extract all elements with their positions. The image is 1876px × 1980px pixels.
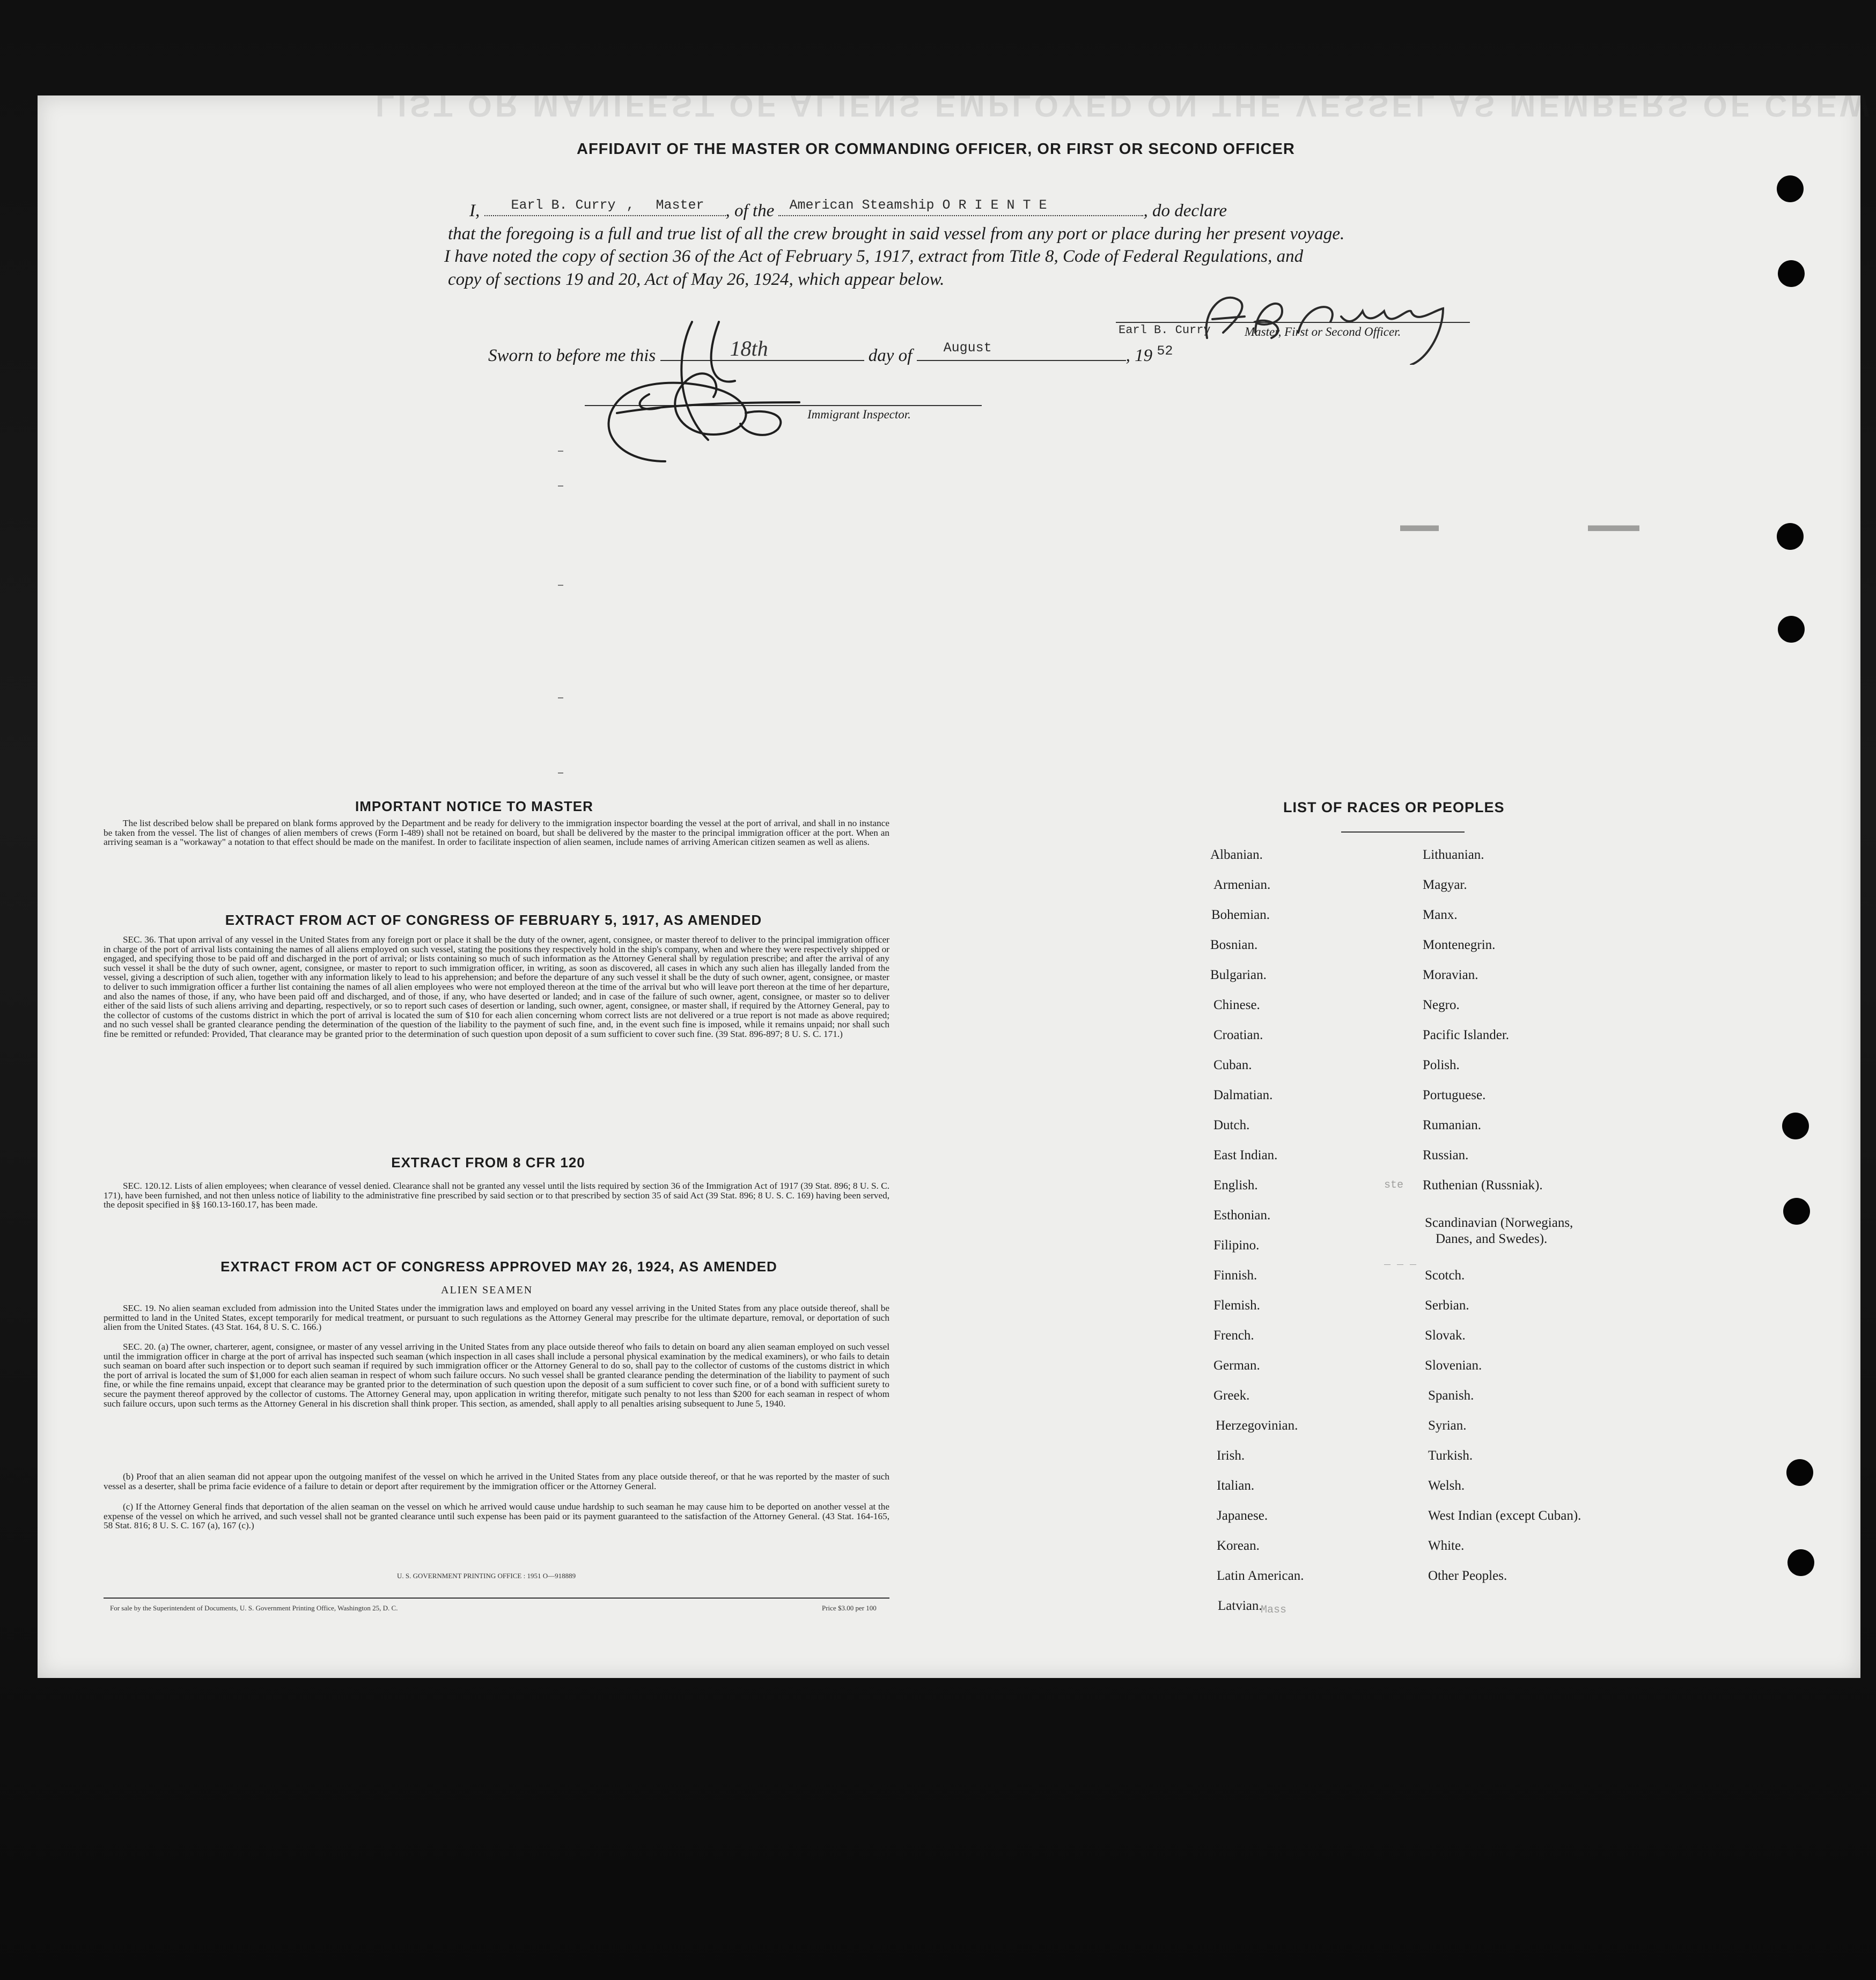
day-of-label: day of bbox=[868, 346, 913, 365]
inspector-signature bbox=[585, 300, 810, 472]
sworn-label: Sworn to before me this bbox=[488, 346, 656, 365]
sworn-day: 18th bbox=[730, 336, 768, 360]
extract-1924-title: EXTRACT FROM ACT OF CONGRESS APPROVED MAY 26, 1924, AS AMENDED bbox=[220, 1258, 777, 1275]
race-item: White. bbox=[1428, 1539, 1465, 1553]
race-item: German. bbox=[1213, 1358, 1260, 1373]
race-item: Cuban. bbox=[1213, 1058, 1252, 1072]
race-item: Flemish. bbox=[1213, 1298, 1260, 1313]
race-item: English. bbox=[1213, 1178, 1258, 1193]
race-item: Albanian. bbox=[1210, 848, 1263, 862]
sec20a-text: SEC. 20. (a) The owner, charterer, agent, consignee, or master of any vessel arriving in the United States from any place outside thereof who fails to detain on board any alien seaman employed on such vessel until the immigration officer in charge at the port of arrival has inspected such seaman (which inspection in all cases shall include a personal physical examination by the medical examiners), or who fails to detain such seaman on board after such inspection or to deport such seaman if required by such immigration officer or the Attorney General to do so, shall pay to the collector of customs of the customs district in which the port of arrival is located the sum of $1,000 for each alien seaman in respect of whom such failure occurs. No such vessel shall be granted clearance pending the determination of the liability to payment of such fine, or while the fine remains unpaid, except that clearance may be granted prior to the determination of such question upon the deposit of a sum sufficient to cover such fine, or of a bond with sufficient surety to secure the payment thereof approved by the collector of customs. The Attorney General may, upon application in writing therefor, mitigate such penalty to not less than $200 for each seaman in respect of whom such failure occurs, upon such terms as the Attorney General in his discretion shall think proper. This section, as amended, shall apply to all penalties arising subsequent to June 5, 1940. bbox=[104, 1342, 889, 1409]
notice-text: The list described below shall be prepared on blank forms approved by the Department and be ready for delivery to the immigration inspector boarding the vessel at the port of arrival, and shall in no instance be taken from the vessel. The list of changes of alien members of crews (Form I-489) shall not be retained on board, but shall be delivered by the master to the principal immigration officer at the port. When an arriving seaman is a "workaway" a notation to that effect should be made on the manifest. In order to facilitate inspection of alien seamen, include names of arriving American citizen seamen as well as aliens. bbox=[104, 818, 889, 848]
do-declare-label: , do declare bbox=[1143, 201, 1227, 220]
race-item: Russian. bbox=[1423, 1148, 1469, 1162]
race-item: Negro. bbox=[1423, 998, 1460, 1012]
bleed-mark: ▀▀▀▀▀▀▀▀ bbox=[1588, 526, 1640, 538]
margin-tick bbox=[558, 697, 563, 698]
race-item: Japanese. bbox=[1217, 1508, 1268, 1523]
races-title: LIST OF RACES OR PEOPLES bbox=[1283, 799, 1505, 815]
margin-tick bbox=[558, 772, 563, 774]
price: Price $3.00 per 100 bbox=[822, 1604, 877, 1612]
gpo-imprint: U. S. GOVERNMENT PRINTING OFFICE : 1951 O—918889 bbox=[397, 1572, 576, 1580]
punch-hole bbox=[1787, 1549, 1814, 1576]
punch-hole bbox=[1777, 523, 1804, 550]
race-item: Serbian. bbox=[1425, 1298, 1469, 1313]
bleed-mark: Mass bbox=[1261, 1604, 1287, 1616]
signer-title: Master, First or Second Officer. bbox=[1245, 325, 1401, 338]
margin-tick bbox=[558, 451, 563, 452]
race-item: Manx. bbox=[1423, 908, 1458, 922]
master-name: Earl B. Curry bbox=[511, 197, 616, 213]
affidavit-line-4: copy of sections 19 and 20, Act of May 26, 1924, which appear below. bbox=[448, 270, 945, 289]
race-item: Herzegovinian. bbox=[1216, 1418, 1298, 1433]
sec20b-text: (b) Proof that an alien seaman did not appear upon the outgoing manifest of the vessel on which he arrived in the United States from any place outside thereof, or that he was reported by the master of such vessel as a deserter, shall be prima facie evidence of a failure to detain or deport after requirement by the immigration officer or the Attorney General. bbox=[104, 1471, 889, 1491]
master-name-field[interactable] bbox=[484, 197, 726, 216]
race-item: Latvian. bbox=[1218, 1599, 1262, 1613]
sworn-year: 52 bbox=[1157, 343, 1173, 359]
bleed-mark: ▀▀▀▀▀▀ bbox=[1400, 526, 1439, 538]
sec19-text: SEC. 19. No alien seaman excluded from admission into the United States under the immigration laws and employed on board any vessel arriving in the United States from any place outside thereof, shall be permitted to land in the United States, except temporarily for medical treatment, or pursuant to such regulations as the Attorney General may prescribe for the ultimate departure, removal, or deportation of such alien from the United States. (43 Stat. 164, 8 U. S. C. 166.) bbox=[104, 1303, 889, 1333]
name-comma: , bbox=[626, 197, 635, 213]
of-the-label: , of the bbox=[725, 201, 775, 220]
race-item: Irish. bbox=[1217, 1448, 1245, 1463]
race-item: Dutch. bbox=[1213, 1118, 1250, 1132]
race-item: Portuguese. bbox=[1423, 1088, 1486, 1102]
race-item: Latin American. bbox=[1217, 1569, 1304, 1583]
race-item: Slovak. bbox=[1425, 1328, 1466, 1343]
race-item: Bohemian. bbox=[1211, 908, 1270, 922]
race-item: Bulgarian. bbox=[1210, 968, 1267, 982]
race-item: Scotch. bbox=[1425, 1268, 1465, 1283]
extract-1917-text: SEC. 36. That upon arrival of any vessel in the United States from any foreign port or place it shall be the duty of the owner, agent, consignee, or master thereof to deliver to the principal immigration officer in charge of the port of arrival lists containing the names of all aliens employed on such vessel, stating the positions they respectively hold in the ship's company, when and where they were respectively shipped or engaged, and specifying those to be paid off and discharged in the port of arrival; or lists containing so much of such information as the Attorney General shall by regulation prescribe; and after the arrival of any such vessel it shall be the duty of such owner, agent, consignee, or master to report to such immigration officer, in writing, as soon as discovered, all cases in which any such alien has illegally landed from the vessel, giving a description of such alien, together with any information likely to lead to his apprehension; and before the departure of any such vessel it shall be the duty of such owner, agent, consignee, or master to deliver to such immigration officer a further list containing the names of all alien employees who were not employed thereon at the time of the arrival but who will leave port thereon at the time of her departure, and also the names of those, if any, who have been paid off and discharged, and of those, if any, who have deserted or landed; and in case of the failure of such owner, agent, consignee, or master so to deliver either of the said lists of such aliens arriving and departing, respectively, or so to report such cases of desertion or landing, such owner, agent, consignee, or master shall, if required by the Attorney General, pay to the collector of customs of the customs district in which the port of arrival is located the sum of $10 for each alien concerning whom correct lists are not delivered or a true report is not made as above required; and no such vessel shall be granted clearance pending the determination of the question of the liability to the payment of such fine, and, in the event such fine is imposed, while it remains unpaid; nor shall such fine be remitted or refunded: Provided, That clearance may be granted prior to the determination of such question upon deposit of a sum sufficient to cover such fine. (39 Stat. 896-897; 8 U. S. C. 171.) bbox=[104, 934, 889, 1039]
bleed-mark: ste bbox=[1384, 1179, 1404, 1191]
typed-signer: Earl B. Curry bbox=[1119, 323, 1211, 337]
punch-hole bbox=[1778, 260, 1805, 287]
race-item: Syrian. bbox=[1428, 1418, 1467, 1433]
vessel-field[interactable] bbox=[778, 197, 1143, 216]
sale-notice: For sale by the Superintendent of Documents, U. S. Government Printing Office, Washington 25, D. C. bbox=[110, 1604, 398, 1612]
sworn-month: August bbox=[943, 340, 992, 356]
race-item: Slovenian. bbox=[1425, 1358, 1482, 1373]
extract-8cfr-title: EXTRACT FROM 8 CFR 120 bbox=[391, 1154, 585, 1171]
race-item: Armenian. bbox=[1213, 878, 1271, 892]
race-item: Polish. bbox=[1423, 1058, 1460, 1072]
notice-title: IMPORTANT NOTICE TO MASTER bbox=[355, 798, 593, 814]
race-item: Welsh. bbox=[1428, 1478, 1465, 1493]
race-item: Croatian. bbox=[1213, 1028, 1263, 1042]
race-item: Esthonian. bbox=[1213, 1208, 1271, 1223]
affidavit-line-3: I have noted the copy of section 36 of the Act of February 5, 1917, extract from Title 8, Code of Federal Regulations, and bbox=[444, 247, 1304, 266]
extract-8cfr-text: SEC. 120.12. Lists of alien employees; when clearance of vessel denied. Clearance shall not be granted any vessel until the lists required by section 36 of the Immigration Act of 1917 (39 Stat. 896; 8 U. S. C. 171), have been furnished, and not then unless notice of liability to the administrative fine prescribed by said section or to that prescribed by section 35 of said Act (39 Stat. 896; 8 U. S. C. 169) having been served, the deposit specified in §§ 160.13-160.17, has been made. bbox=[104, 1181, 889, 1210]
race-item: French. bbox=[1213, 1328, 1254, 1343]
punch-hole bbox=[1786, 1459, 1813, 1486]
affidavit-declaration-line bbox=[448, 197, 1227, 221]
manifest-page bbox=[38, 95, 1860, 1678]
i-label: I, bbox=[469, 201, 480, 220]
vessel-name: American Steamship O R I E N T E bbox=[789, 197, 1047, 213]
margin-tick bbox=[558, 585, 563, 586]
race-item: Lithuanian. bbox=[1423, 848, 1484, 862]
inspector-label: Immigrant Inspector. bbox=[807, 408, 911, 421]
race-item: East Indian. bbox=[1213, 1148, 1278, 1162]
race-item: Scandinavian (Norwegians, bbox=[1425, 1216, 1573, 1230]
race-item: Pacific Islander. bbox=[1423, 1028, 1510, 1042]
race-item: Moravian. bbox=[1423, 968, 1478, 982]
year-prefix: , 19 bbox=[1125, 346, 1153, 365]
affidavit-title: AFFIDAVIT OF THE MASTER OR COMMANDING OFFICER, OR FIRST OR SECOND OFFICER bbox=[577, 141, 1295, 158]
race-item: Rumanian. bbox=[1423, 1118, 1482, 1132]
bleed-through-title: LIST OR MANIFEST OF ALIENS EMPLOYED ON THE VESSEL AS MEMBERS OF CREW bbox=[376, 88, 1873, 123]
race-item: Chinese. bbox=[1213, 998, 1260, 1012]
race-item: Turkish. bbox=[1428, 1448, 1473, 1463]
master-signature bbox=[1191, 279, 1470, 365]
race-item: Other Peoples. bbox=[1428, 1569, 1507, 1583]
affidavit-line-2: that the foregoing is a full and true list of all the crew brought in said vessel from any port or place during her present voyage. bbox=[448, 224, 1345, 244]
race-item: Dalmatian. bbox=[1213, 1088, 1273, 1102]
race-item: Ruthenian (Russniak). bbox=[1423, 1178, 1543, 1193]
race-item: West Indian (except Cuban). bbox=[1428, 1508, 1581, 1523]
punch-hole bbox=[1777, 175, 1804, 202]
race-item: Greek. bbox=[1213, 1388, 1250, 1403]
punch-hole bbox=[1782, 1113, 1809, 1139]
alien-seamen-subtitle: ALIEN SEAMEN bbox=[441, 1284, 533, 1296]
extract-1917-title: EXTRACT FROM ACT OF CONGRESS OF FEBRUARY 5, 1917, AS AMENDED bbox=[225, 912, 762, 928]
race-item: Danes, and Swedes). bbox=[1436, 1232, 1548, 1246]
bleed-mark: _ _ _ bbox=[1384, 1255, 1417, 1268]
races-title-underline bbox=[1341, 831, 1465, 833]
race-item: Korean. bbox=[1217, 1539, 1260, 1553]
master-rank: Master bbox=[656, 197, 704, 213]
punch-hole bbox=[1783, 1198, 1810, 1225]
race-item: Bosnian. bbox=[1210, 938, 1258, 952]
race-item: Magyar. bbox=[1423, 878, 1467, 892]
race-item: Filipino. bbox=[1213, 1238, 1260, 1253]
race-item: Spanish. bbox=[1428, 1388, 1474, 1403]
race-item: Italian. bbox=[1217, 1478, 1255, 1493]
sworn-month-field[interactable] bbox=[917, 340, 1126, 361]
margin-tick bbox=[558, 485, 563, 487]
race-item: Montenegrin. bbox=[1423, 938, 1496, 952]
race-item: Finnish. bbox=[1213, 1268, 1257, 1283]
punch-hole bbox=[1778, 616, 1805, 643]
sec20c-text: (c) If the Attorney General finds that deportation of the alien seaman on the vessel on which he arrived would cause undue hardship to such seaman he may cause him to be deported on another vessel at the expense of the vessel on which he arrived, and such vessel shall not be granted clearance until such expense has been paid or its payment guaranteed to the satisfaction of the Attorney General. (43 Stat. 164-165, 58 Stat. 816; 8 U. S. C. 167 (a), 167 (c).) bbox=[104, 1501, 889, 1531]
footer-rule bbox=[104, 1598, 889, 1599]
